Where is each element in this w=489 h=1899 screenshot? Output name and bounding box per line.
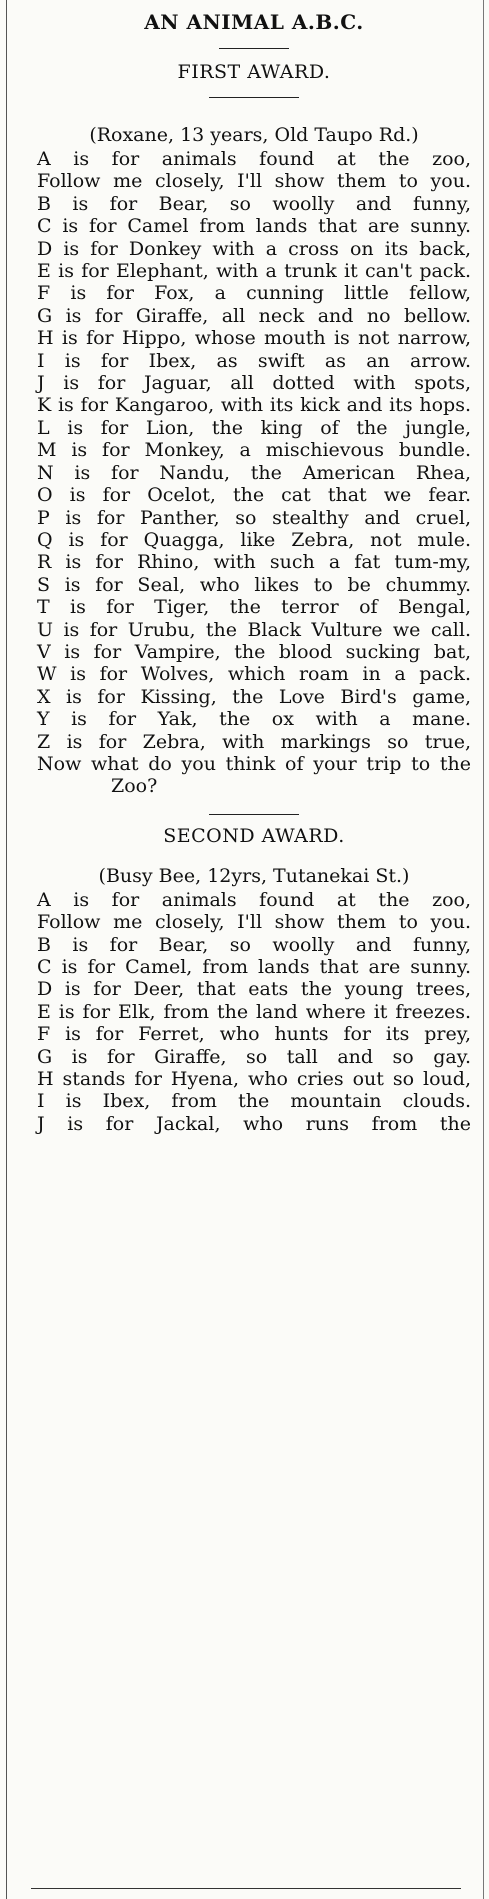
second-award-poem	[37, 889, 471, 1135]
poem-line: C is for Camel from lands that are sunny.	[37, 215, 471, 238]
second-award-author: (Busy Bee, 12yrs, Tutanekai St.)	[98, 864, 410, 887]
poem-line: G is for Giraffe, so tall and so gay.	[37, 1045, 471, 1068]
poem-line: B is for Bear, so woolly and funny,	[37, 192, 471, 215]
poem-line: E is for Elk, from the land where it freezes.	[37, 1000, 471, 1023]
poem-line: G is for Giraffe, all neck and no bellow.	[37, 304, 471, 327]
poem-line: A is for animals found at the zoo,	[37, 148, 471, 170]
poem-line: M is for Monkey, a mischievous bundle.	[37, 439, 471, 462]
poem-line: Follow me closely, I'll show them to you.	[37, 911, 471, 934]
poem-line: H stands for Hyena, who cries out so loud,	[37, 1068, 471, 1091]
title-divider	[219, 48, 289, 49]
poem-line: S is for Seal, who likes to be chummy.	[37, 573, 471, 596]
poem-line: Follow me closely, I'll show them to you.	[37, 170, 471, 193]
poem-line: T is for Tiger, the terror of Bengal,	[37, 596, 471, 619]
column-content	[7, 0, 483, 1135]
first-award-poem	[37, 148, 471, 798]
poem-line: W is for Wolves, which roam in a pack.	[37, 663, 471, 686]
newspaper-column	[6, 0, 484, 1899]
poem-line: X is for Kissing, the Love Bird's game,	[37, 685, 471, 708]
first-award-author: (Roxane, 13 years, Old Taupo Rd.)	[89, 124, 419, 146]
poem-line: Now what do you think of your trip to the Zoo?	[37, 752, 471, 798]
second-award-heading: SECOND AWARD.	[163, 824, 345, 847]
first-award-divider	[209, 97, 299, 98]
poem-line: J is for Jaguar, all dotted with spots,	[37, 372, 471, 395]
poem-line: C is for Camel, from lands that are sunny.	[37, 956, 471, 978]
poem-line: E is for Elephant, with a trunk it can't pack.	[37, 260, 471, 283]
first-award-heading: FIRST AWARD.	[177, 61, 331, 83]
poem-line: N is for Nandu, the American Rhea,	[37, 461, 471, 484]
article-title: AN ANIMAL A.B.C.	[144, 10, 364, 34]
poem-line: A is for animals found at the zoo,	[37, 888, 471, 911]
poem-line: O is for Ocelot, the cat that we fear.	[37, 484, 471, 507]
poem-line: F is for Fox, a cunning little fellow,	[37, 282, 471, 305]
poem-line: P is for Panther, so stealthy and cruel,	[37, 506, 471, 529]
poem-line: J is for Jackal, who runs from the	[37, 1112, 471, 1135]
poem-line: D is for Donkey with a cross on its back,	[37, 237, 471, 260]
bottom-divider	[31, 1888, 461, 1889]
poem-line: R is for Rhino, with such a fat tum-my,	[37, 551, 471, 574]
award-divider	[209, 814, 299, 815]
poem-line: D is for Deer, that eats the young trees,	[37, 978, 471, 1001]
poem-line: K is for Kangaroo, with its kick and its hops.	[37, 394, 471, 417]
poem-line: Y is for Yak, the ox with a mane.	[37, 708, 471, 731]
poem-line: U is for Urubu, the Black Vulture we call.	[37, 618, 471, 641]
poem-line: B is for Bear, so woolly and funny,	[37, 933, 471, 956]
poem-line: V is for Vampire, the blood sucking bat,	[37, 640, 471, 663]
poem-line: Z is for Zebra, with markings so true,	[37, 730, 471, 753]
poem-line: H is for Hippo, whose mouth is not narrow,	[37, 327, 471, 350]
poem-line: I is Ibex, from the mountain clouds.	[37, 1090, 471, 1113]
poem-line: Q is for Quagga, like Zebra, not mule.	[37, 528, 471, 551]
poem-line: L is for Lion, the king of the jungle,	[37, 416, 471, 439]
poem-line: I is for Ibex, as swift as an arrow.	[37, 349, 471, 372]
poem-line: F is for Ferret, who hunts for its prey,	[37, 1023, 471, 1046]
